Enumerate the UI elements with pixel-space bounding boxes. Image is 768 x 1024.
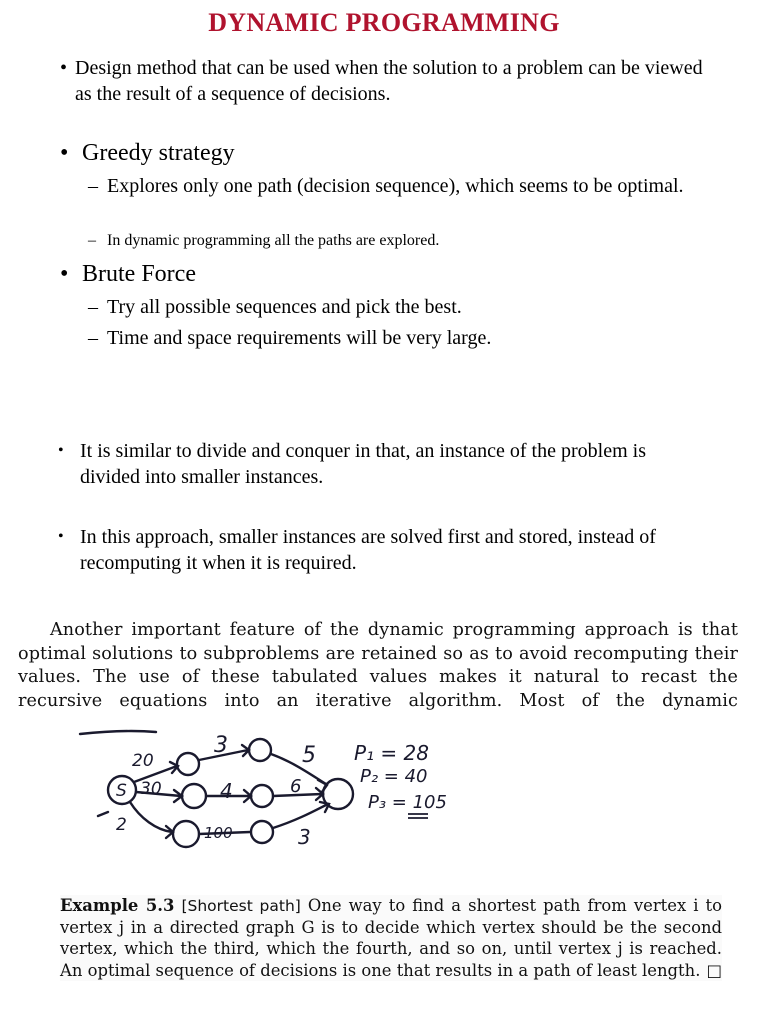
handwritten-graph-sketch: [78, 728, 458, 858]
node-s-label: S: [116, 781, 127, 801]
bullet-icon: •: [60, 261, 69, 287]
greedy-sub-1-text: Explores only one path (decision sequence), which seems to be optimal.: [107, 175, 684, 197]
brute-sub-1: [88, 294, 744, 320]
dash-icon: –: [88, 232, 96, 249]
path-label-p3: P₃ = 105: [368, 792, 447, 813]
brute-sub-2: [88, 325, 744, 351]
bullet-brute-label: Brute Force: [82, 261, 196, 287]
weight-label: 3: [214, 733, 228, 758]
bullet-icon: •: [60, 57, 68, 79]
bullet-icon: •: [58, 528, 64, 545]
weight-label: 100: [204, 824, 233, 842]
brute-sub-1-text: Try all possible sequences and pick the best.: [107, 296, 462, 318]
bullet-similar: [58, 438, 708, 490]
weight-label: 30: [140, 779, 162, 799]
node-a2: [249, 739, 271, 761]
bullet-approach-text: In this approach, smaller instances are solved first and stored, instead of recomputing it when it is required.: [80, 526, 656, 574]
example-label: Example 5.3: [60, 896, 175, 915]
sketch-top-stroke: [80, 731, 156, 734]
greedy-sub-2-text: In dynamic programming all the paths are explored.: [107, 232, 440, 249]
edge: [98, 812, 108, 816]
weight-label: 3: [298, 825, 311, 849]
greedy-sub-1: [88, 173, 744, 199]
dash-icon: –: [88, 175, 98, 197]
qed-icon: □: [706, 960, 722, 980]
example-block: [60, 895, 722, 981]
scanned-paragraph-text: Another important feature of the dynamic programming approach is that optimal solutions to subproblems are retained so as to avoid recomputing their values. The use of these tabulated values makes it natural to recast the recursive equations into an iterative algorithm. Most of the dynamic: [18, 620, 738, 711]
page-title: DYNAMIC PROGRAMMING: [208, 8, 560, 37]
example-text: One way to find a shortest path from vertex i to vertex j in a directed graph G is to decide which vertex should be the second vertex, which the third, which the fourth, and so on, until vertex j is reached. An optimal sequence of decisions is one that results in a path of least length.: [60, 896, 722, 980]
path-label-p2: P₂ = 40: [360, 766, 428, 787]
node-a1: [177, 753, 199, 775]
edge: [130, 802, 173, 838]
weight-label: 4: [220, 779, 233, 803]
dash-icon: –: [88, 296, 98, 318]
bullet-greedy-label: Greedy strategy: [82, 140, 235, 166]
bullet-intro-text: Design method that can be used when the solution to a problem can be viewed as the result of a sequence of decisions.: [75, 57, 703, 105]
node-c2: [251, 821, 273, 843]
scanned-paragraph: [18, 619, 738, 713]
weight-label: 6: [290, 776, 302, 797]
path-label-p1: P₁ = 28: [354, 741, 429, 765]
bullet-similar-text: It is similar to divide and conquer in that, an instance of the problem is divided into smaller instances.: [80, 440, 646, 488]
bullet-icon: •: [58, 442, 64, 459]
bullet-brute: [60, 260, 720, 288]
bullet-greedy: [60, 139, 720, 167]
dash-icon: –: [88, 327, 98, 349]
node-c1: [173, 821, 199, 847]
bullet-icon: •: [60, 140, 69, 166]
weight-label: 20: [132, 751, 154, 771]
greedy-sub-2: [88, 231, 744, 251]
weight-label: 5: [302, 743, 316, 768]
example-topic: [Shortest path]: [181, 897, 301, 915]
node-b2: [251, 785, 273, 807]
weight-label: 2: [116, 815, 127, 835]
brute-sub-2-text: Time and space requirements will be very large.: [107, 327, 492, 349]
node-b1: [182, 784, 206, 808]
bullet-intro: [60, 55, 720, 107]
underline-stroke: [408, 814, 428, 818]
bullet-approach: [58, 524, 708, 576]
